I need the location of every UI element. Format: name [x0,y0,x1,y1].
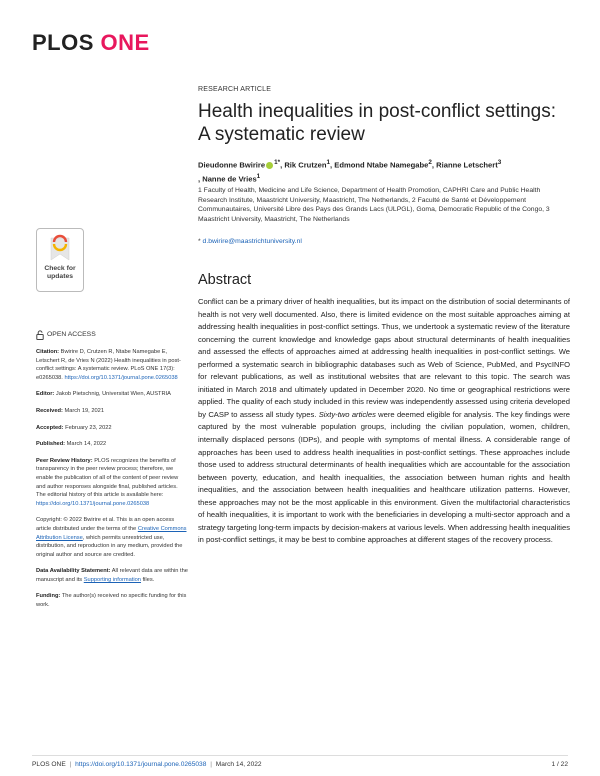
editor-text: Jakob Pietschnig, Universitat Wien, AUSTRIA [55,391,171,398]
published-block [36,440,188,449]
open-access-text: OPEN ACCESS [47,330,96,338]
peer-review-label: Peer Review History: [36,457,93,464]
abstract-text: Conflict can be a primary driver of health inequalities, but its impact on the distribution of social determinants of health is not very well documented. Also, there is limited evidence on the most suitable approaches aiming at addressing health inequalities in post-conflict settings. Thus, we undertook a systematic review of the literature concerning the current knowledge and knowledge gaps about structural determinants of health inequalities and assessed the effects of approaches aimed at addressing health inequalities in post-conflict settings. We performed a systematic search in bibliographic databases such as Web of Science, PubMed, and PsycINFO for relevant publications, as well as institutional websites that are relevant to this topic. The search was initiated in March 2018 and ultimately updated in December 2020. No time or geographical restrictions were applied. The quality of each study included in this review was independently assessed using criteria developed by CASP to assess all study types. [198,297,570,419]
footer-separator: | [69,761,72,768]
author-name[interactable]: , Rianne Letschert [431,160,498,170]
abstract-text-2: were deemed eligible for analysis. The key findings were captured by the most vulnerable population groups, including the civilian population, women, children, internally displaced persons (IDPs), and people with symptoms of mental illness. A considerable range of approaches has been used to address health inequalities in post-conflict settings. These approaches include those used to address structural determinants of health inequalities which are accountable for the association between poverty, education, and health inequalities, the association between human rights and health inequalities, and the association between health inequalities and healthcare utilization patterns. However, these approaches may not be the most applicable in this environment. Given the multifactorial characteristics of health inequalities, it is important to work with the beneficiaries in developing a multi-sector approach and a strategy targeting long-term impacts by decision-makers at various levels. When addressing health inequalities in post-conflict settings, it may be best to combine approaches at different stages of the recovery process. [198,409,570,545]
footer-doi-link[interactable]: https://doi.org/10.1371/journal.pone.0265038 [75,761,207,768]
check-updates-text [37,265,83,281]
orcid-icon[interactable] [266,162,273,169]
accepted-label: Accepted: [36,424,64,431]
license-link[interactable]: Creative Commons Attribution License [36,525,187,541]
copyright-text: Copyright: © 2022 Bwirire et al. This is an open access article distributed under the terms of the [36,517,175,532]
check-updates-line2: updates [46,273,74,280]
footer-divider [32,755,568,756]
abstract-body [198,296,570,547]
accepted-block [36,424,188,433]
footer-journal: PLOS ONE [32,761,66,768]
title-line-2: A systematic review [198,124,365,145]
received-block [36,407,188,416]
title-line-1: Health inequalities in post-conflict settings: [198,101,557,122]
citation-text: Bwirire D, Crutzen R, Ntabe Namegabe E, Letschert R, de Vries N (2022) Health inequalities in post-conflict settings: A systematic review. PLoS ONE 17(3): e0265038. [36,349,181,381]
author-name[interactable]: , Rik Crutzen [280,160,327,170]
open-access-label [36,330,188,340]
sidebar-metadata [36,330,188,618]
author-name[interactable]: , Edmond Ntabe Namegabe [330,160,429,170]
citation-label: Citation: [36,349,60,355]
received-date: March 19, 2021 [64,407,104,414]
open-lock-icon [36,330,44,340]
peer-review-text: PLOS recognizes the benefits of transparency in the peer review process; therefore, we enable the publication of all of the content of peer review and author responses alongside final, published articles. The editorial history of this article is available here: [36,457,179,499]
abstract-italic: Sixty-two articles [318,409,376,419]
check-for-updates-badge[interactable] [36,228,84,292]
funding-label: Funding: [36,593,61,600]
email-star: * [198,238,201,245]
article-title [198,100,568,146]
author-name[interactable]: , Nanne de Vries [198,174,257,184]
published-label: Published: [36,441,66,448]
page-number: 1 / 22 [551,761,568,768]
check-updates-icon [48,234,72,264]
logo-plos: PLOS [32,30,94,55]
funding-block [36,592,188,609]
check-updates-line1: Check for [44,265,76,272]
copyright-text-2: , which permits unrestricted use, distribution, and reproduction in any medium, provided the original author and source are credited. [36,534,183,558]
published-date: March 14, 2022 [66,441,107,448]
logo-one: ONE [100,30,150,55]
page-footer [32,761,568,768]
author-affil-sup: 2 [428,159,432,166]
peer-review-block [36,457,188,509]
data-availability-block [36,567,188,584]
author-affil-sup: 1 [326,159,331,166]
author-list [198,157,568,184]
author-name[interactable]: Dieudonne Bwirire [198,160,266,170]
corresponding-mark: * [277,159,281,166]
accepted-date: February 23, 2022 [65,424,112,431]
funding-text: The author(s) received no specific funding for this work. [36,593,187,609]
affiliations: 1 Faculty of Health, Medicine and Life Science, Department of Health Promotion, CAPHRI Care and Public Health Research Institute, Maastricht University, Maastricht, The Netherlands, 2 Faculté de Santé et Développement Communautaires, Université Libre des Pays des Grands Lacs (ULPGL), Goma, Democratic Republic of the Congo, 3 Maastricht University, Maastricht, The Netherlands [198,187,550,223]
footer-date: March 14, 2022 [215,761,262,768]
author-affil-sup: 1 [274,159,278,166]
footer-separator: | [210,761,212,768]
citation-block [36,348,188,382]
article-type: RESEARCH ARTICLE [198,86,272,93]
editor-block [36,390,188,399]
received-label: Received: [36,407,63,414]
email-link[interactable]: d.bwirire@maastrichtuniversity.nl [202,238,302,245]
editor-label: Editor: [36,391,55,398]
data-availability-text: All relevant data are within the manuscript and its [36,568,188,583]
citation-doi-link[interactable]: https://doi.org/10.1371/journal.pone.0265038 [64,374,178,381]
data-availability-text-2: files. [142,576,155,583]
abstract-heading: Abstract [198,272,252,288]
data-availability-label: Data Availability Statement: [36,568,111,575]
author-affil-sup: 1 [256,172,261,180]
supporting-info-link[interactable]: Supporting information [83,576,141,583]
author-affil-sup: 3 [497,159,502,166]
journal-logo [32,30,150,56]
corresponding-email [198,238,302,245]
peer-review-link[interactable]: https://doi.org/10.1371/journal.pone.0265038 [36,500,150,507]
copyright-block [36,516,188,559]
